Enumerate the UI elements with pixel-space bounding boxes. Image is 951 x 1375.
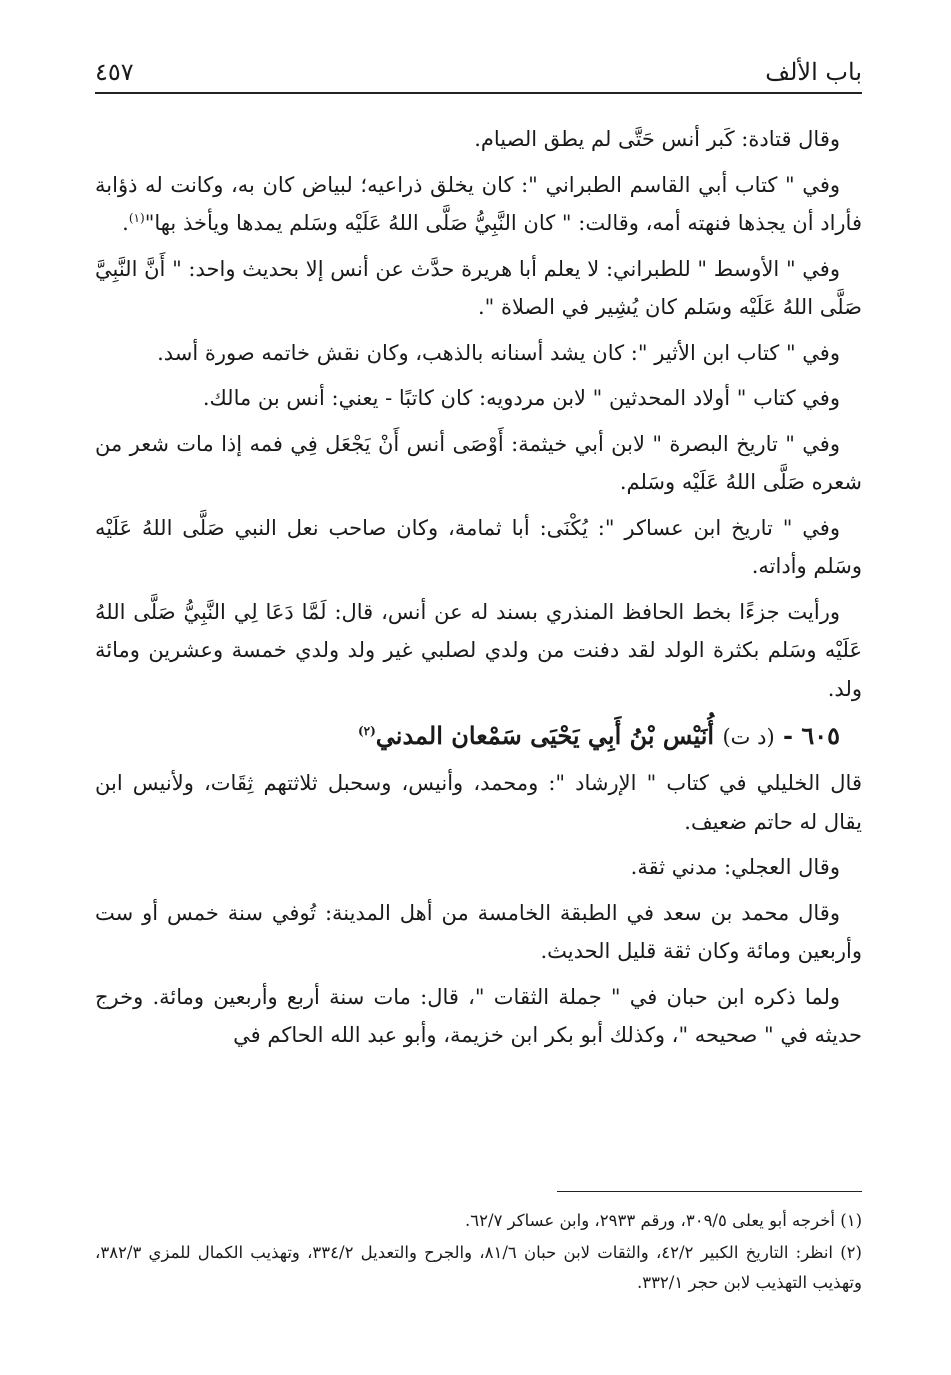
paragraph-end: . bbox=[122, 211, 129, 235]
paragraph: وفي " تاريخ ابن عساكر ": يُكْنَى: أبا ثمامة، وكان صاحب نعل النبي صَلَّى اللهُ عَلَيْه وسَلم وأداته. bbox=[95, 515, 862, 578]
entry-heading bbox=[95, 715, 862, 758]
entry-name: أُنَيْس بْنُ أَبِي يَحْيَى سَمْعان المدني bbox=[375, 721, 715, 750]
paragraph: قال الخليلي في كتاب " الإرشاد ": ومحمد، وأنيس، وسحبل ثلاثتهم ثِقَات، ولأنيس ابن يقال له حاتم ضعيف. bbox=[95, 771, 862, 834]
footnote: (٢) انظر: التاريخ الكبير ٤٢/٢، والثقات لابن حبان ٨١/٦، والجرح والتعديل ٣٣٤/٢، وتهذيب الكمال للمزي ٣٨٢/٣، وتهذيب التهذيب لابن حجر ٣٣٢/١. bbox=[95, 1243, 862, 1292]
entry-symbols: (د ت) bbox=[722, 725, 775, 749]
paragraph: وفي " الأوسط " للطبراني: لا يعلم أبا هريرة حدَّث عن أنس إلا بحديث واحد: " أَنَّ النَّبِيَّ صَلَّى اللهُ عَلَيْه وسَلم كان يُشِير في الصلاة ". bbox=[95, 256, 862, 319]
entry-dash: - bbox=[783, 721, 793, 750]
running-title: باب الألف bbox=[765, 58, 862, 86]
book-page bbox=[95, 48, 862, 1348]
paragraph: وقال العجلي: مدني ثقة. bbox=[630, 855, 840, 879]
footnote-separator bbox=[557, 1191, 862, 1192]
paragraph: ورأيت جزءًا بخط الحافظ المنذري بسند له عن أنس، قال: لَمَّا دَعَا لِي النَّبِيُّ صَلَّى اللهُ عَلَيْه وسَلم بكثرة الولد لقد دفنت من ولدي لصلبي غير ولد ولدي خمسة وعشرين ومائة ولد. bbox=[95, 599, 862, 701]
entry-number: ٦٠٥ bbox=[801, 721, 840, 750]
main-text bbox=[95, 120, 862, 1062]
paragraph: وقال محمد بن سعد في الطبقة الخامسة من أهل المدينة: تُوفي سنة خمس أو ست وأربعين ومائة وكان ثقة قليل الحديث. bbox=[95, 900, 862, 963]
paragraph bbox=[95, 166, 862, 243]
paragraph: وفي " كتاب ابن الأثير ": كان يشد أسنانه بالذهب، وكان نقش خاتمه صورة أسد. bbox=[157, 340, 840, 365]
footnote-marker[interactable]: (١) bbox=[128, 211, 145, 225]
footnote-marker[interactable]: (٢) bbox=[357, 724, 376, 738]
footnotes bbox=[95, 1206, 862, 1300]
paragraph: وفي " تاريخ البصرة " لابن أبي خيثمة: أَوْصَى أنس أَنْ يَجْعَل فِي فمه إذا مات شعر من شعره صَلَّى اللهُ عَلَيْه وسَلم. bbox=[95, 431, 862, 494]
header-rule bbox=[95, 92, 862, 94]
paragraph: ولما ذكره ابن حبان في " جملة الثقات "، قال: مات سنة أربع وأربعين ومائة. وخرج حديثه في " صحيحه "، وكذلك أبو بكر ابن خزيمة، وأبو عبد الله الحاكم في bbox=[95, 984, 862, 1047]
page-number: ٤٥٧ bbox=[95, 58, 134, 86]
footnote: (١) أخرجه أبو يعلى ٣٠٩/٥، ورقم ٢٩٣٣، وابن عساكر ٦٢/٧. bbox=[465, 1211, 862, 1230]
page-header bbox=[95, 48, 862, 92]
paragraph: وقال قتادة: كَبر أنس حَتَّى لم يطق الصيام. bbox=[474, 127, 840, 151]
paragraph: وفي كتاب " أولاد المحدثين " لابن مردويه: كان كاتبًا - يعني: أنس بن مالك. bbox=[202, 386, 840, 410]
paragraph-text: وفي " كتاب أبي القاسم الطبراني ": كان يخلق ذراعيه؛ لبياض كان به، وكانت له ذؤابة فأراد أن يجذها فنهته أمه، وقالت: " كان النَّبِيُّ صَلَّى اللهُ عَلَيْه وسَلم يمدها ويأخذ بها" bbox=[95, 172, 862, 235]
